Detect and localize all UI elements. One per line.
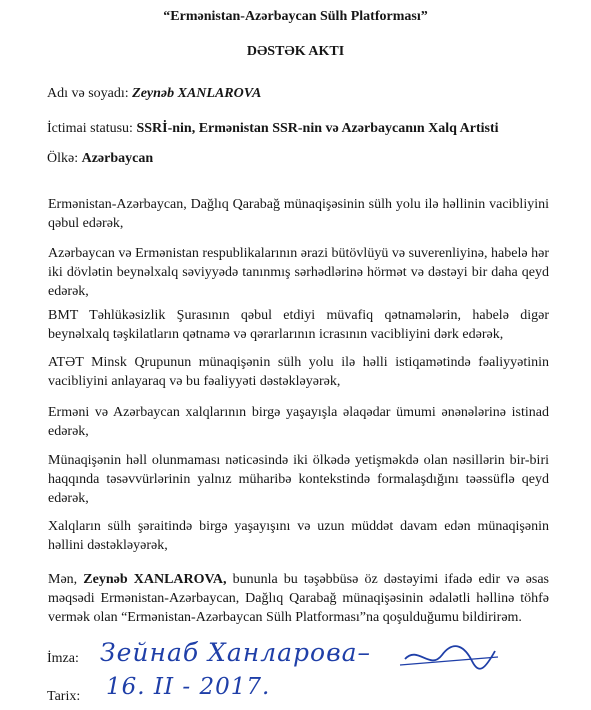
status-row	[47, 121, 499, 137]
status-label: İctimai statusu:	[47, 121, 133, 136]
name-label: Adı və soyadı:	[47, 86, 129, 101]
date-label: Tarix:	[47, 689, 81, 704]
paragraph-5: Erməni və Azərbaycan xalqlarının birgə yaşayışla əlaqədar ümumi ənənələrinə istinad edərək,	[48, 405, 549, 439]
declaration-text: bununla bu təşəbbüsə öz dəstəyimi ifadə edir və əsas məqsədi Ermənistan-Azərbaycan, Dağlıq Qarabağ münaqişəsinin ədalətli həllinə töhfə vermək olan “Ermənistan-Azərbaycan Sülh Platforması”na qoşulduğumu bildirirəm.	[48, 572, 549, 625]
paragraph-2: Azərbaycan və Ermənistan respublikalarının ərazi bütövlüyü və suverenliyinə, habelə hər iki dövlətin beynəlxalq səviyyədə tanınmış sərhədlərinə hörmət və dəstəyi bir daha qeyd edərək,	[48, 246, 549, 299]
paragraph-1: Ermənistan-Azərbaycan, Dağlıq Qarabağ münaqişəsinin sülh yolu ilə həllinin vacibliyini qəbul edərək,	[48, 197, 549, 231]
platform-heading: “Ermənistan-Azərbaycan Sülh Platforması”	[163, 9, 428, 24]
country-label: Ölkə:	[47, 151, 79, 166]
name-row	[47, 86, 261, 102]
paragraph-7: Xalqların sülh şəraitində birgə yaşayışını və uzun müddət davam edən münaqişənin həllini dəstəkləyərək,	[48, 519, 549, 553]
country-row	[47, 151, 153, 167]
paragraph-4: ATƏT Minsk Qrupunun münaqişənin sülh yolu ilə həlli istiqamətində fəaliyyətinin vacibliyini anlayaraq və bu fəaliyyəti dəstəkləyərək,	[48, 355, 549, 389]
country-value: Azərbaycan	[81, 151, 154, 166]
handwritten-signature: Зейнаб Ханларова–	[100, 638, 372, 667]
name-value: Zeynəb XANLAROVA	[132, 86, 262, 101]
status-value: SSRİ-nin, Ermənistan SSR-nin və Azərbaycanın Xalq Artisti	[136, 121, 499, 136]
paragraph-3: BMT Təhlükəsizlik Şurasının qəbul etdiyi müvafiq qətnamələrin, habelə digər beynəlxalq təşkilatların qətnamə və qərarlarının icrasının vacibliyini dərk edərək,	[48, 308, 549, 342]
declaration-prefix: Mən,	[48, 572, 84, 587]
declaration-paragraph	[48, 570, 549, 627]
signature-scribble	[100, 643, 500, 673]
document-title: DƏSTƏK AKTI	[246, 44, 345, 59]
declaration-name: Zeynəb XANLAROVA,	[83, 572, 227, 587]
signature-label: İmza:	[47, 651, 79, 666]
paragraph-6: Münaqişənin həll olunmaması nəticəsində iki ölkədə yetişməkdə olan nəsillərin bir-biri haqqında təsəvvürlərinin yalnız müharibə kontekstində formalaşdığını təəssüflə qeyd edərək,	[48, 453, 549, 506]
handwritten-date: 16. II - 2017.	[106, 674, 271, 700]
